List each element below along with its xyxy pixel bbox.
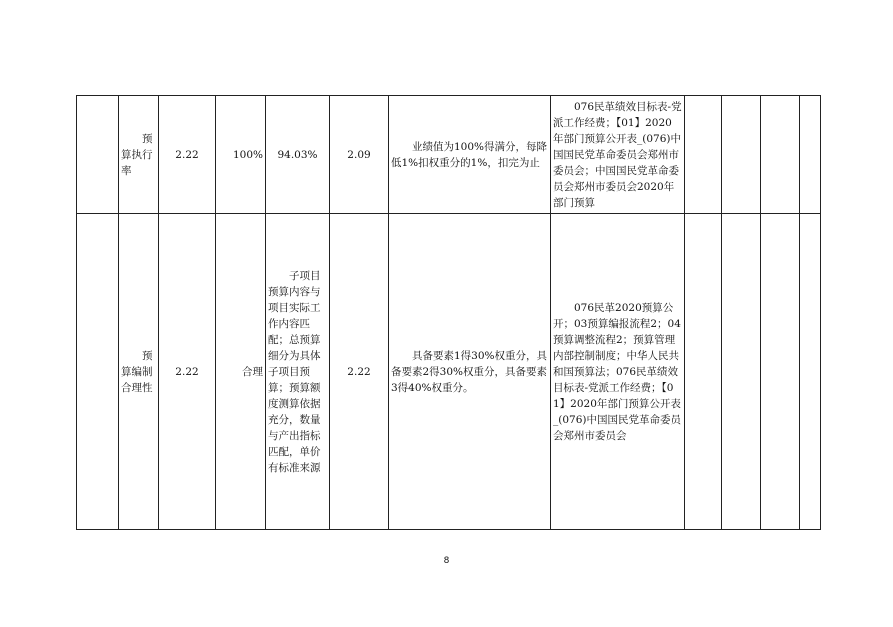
page-number: 8 <box>443 556 450 566</box>
empty-cell <box>761 96 800 214</box>
target-cell: 100% <box>216 96 266 214</box>
indicator-cell: 预算执行率 <box>119 96 159 214</box>
indicator-cell: 预算编制合理性 <box>119 214 159 530</box>
criteria-cell: 业绩值为100%得满分，每降低1%扣权重分的1%，扣完为止 <box>389 96 551 214</box>
table-row <box>77 214 821 530</box>
empty-cell <box>77 214 119 530</box>
weight-cell: 2.22 <box>159 214 216 530</box>
target-cell: 合理 <box>216 214 266 530</box>
weight-cell: 2.22 <box>159 96 216 214</box>
empty-cell <box>722 214 761 530</box>
actual-cell: 94.03% <box>266 96 330 214</box>
empty-cell <box>722 96 761 214</box>
score-cell: 2.09 <box>330 96 389 214</box>
empty-cell <box>761 214 800 530</box>
empty-cell <box>685 96 722 214</box>
source-cell: 076民革绩效目标表-党派工作经费；【01】2020年部门预算公开表_(076)中国国民党革命委员会郑州市委员会；中国国民党革命委员会郑州市委员会2020年部门预算 <box>551 96 685 214</box>
actual-cell: 子项目预算内容与项目实际工作内容匹配；总预算细分为具体子项目预算；预算额度测算依据充分，数量与产出指标匹配，单价有标准来源 <box>266 214 330 530</box>
empty-cell <box>685 214 722 530</box>
table-row <box>77 96 821 214</box>
criteria-cell: 具备要素1得30%权重分，具备要素2得30%权重分，具备要素3得40%权重分。 <box>389 214 551 530</box>
empty-cell <box>77 96 119 214</box>
source-cell: 076民革2020预算公开；03预算编报流程2；04预算调整流程2；预算管理内部控制制度；中华人民共和国预算法；076民革绩效目标表-党派工作经费；【01】2020年部门预算公开表_(076)中国国民党革命委员会郑州市委员会 <box>551 214 685 530</box>
evaluation-table <box>76 95 821 530</box>
empty-cell <box>800 96 821 214</box>
score-cell: 2.22 <box>330 214 389 530</box>
empty-cell <box>800 214 821 530</box>
